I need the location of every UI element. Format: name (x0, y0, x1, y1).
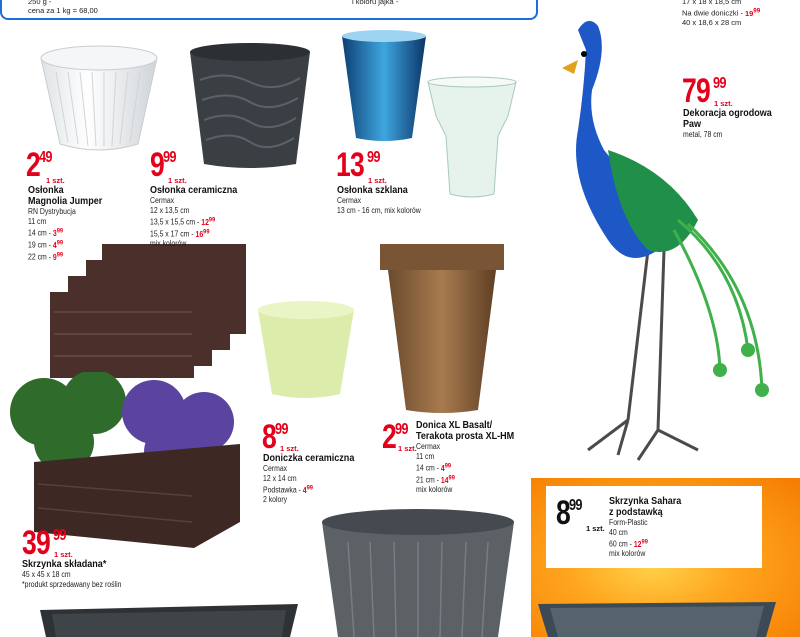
ceramic-unit: 1 szt. (168, 176, 187, 185)
green-pot-image (254, 298, 358, 402)
ceramic-price: 9 99 (150, 146, 176, 184)
white-pot-image (38, 44, 160, 156)
basalt-unit: 1 szt. (398, 444, 417, 453)
basalt-info: Donica XL Basalt/ Terakota prosta XL-HM Cermax 11 cm 14 cm - $4^{99}$ 21 cm - $14^{99}$ mix kolorów (416, 419, 515, 495)
glass-info: Osłonka szklana Cermax 13 cm - 16 cm, mix kolorów (337, 184, 421, 215)
dark-trough-image (38, 600, 300, 637)
sahara-box-image (534, 596, 780, 637)
peacock-price: 79 99 (682, 72, 726, 110)
magnolia-unit: 1 szt. (46, 176, 65, 185)
small-pot-info: Doniczka ceramiczna Cermax 12 x 14 cm Podstawka - $4^{99}$ 2 kolory (263, 452, 355, 505)
box-info: Skrzynka składana* 45 x 45 x 18 cm *produkt sprzedawany bez roślin (22, 558, 122, 589)
sahara-price: 8 99 (556, 494, 582, 532)
blue-glass-image (338, 28, 430, 144)
magnolia-price: 2 49 (26, 146, 52, 184)
small-pot-unit: 1 szt. (280, 444, 299, 453)
box-price: 39 99 (22, 524, 66, 562)
magnolia-info: Osłonka Magnolia Jumper RN Dystrybucja 11 cm 14 cm - $3^{99}$ 19 cm - $4^{99}$ 22 cm - $9^{99}$ (28, 184, 103, 262)
glass-price: 13 99 (336, 146, 380, 184)
peacock-unit: 1 szt. (714, 99, 733, 108)
terracotta-pot-image (378, 240, 506, 416)
top-right-info: 17 x 18 x 18,5 cm Na dwie doniczki - $19^{99}$ 40 x 18,6 x 28 cm (682, 0, 761, 27)
grey-big-pot-image (318, 508, 518, 637)
dark-ceramic-pot-image (186, 40, 314, 172)
clear-glass-image (424, 76, 520, 200)
peacock-info: Dekoracja ogrodowa Paw metal, 78 cm (683, 107, 772, 139)
ceramic-info: Osłonka ceramiczna Cermax 12 x 13,5 cm 13,5 x 15,5 cm - $12^{99}$ 15,5 x 17 cm - $16^{99}$ mix kolorów (150, 184, 238, 249)
top-left-info: 250 g - cena za 1 kg = 68,00 (28, 0, 98, 15)
glass-unit: 1 szt. (368, 176, 387, 185)
peacock-decoration-image (548, 10, 788, 470)
basalt-price: 2 99 (382, 418, 408, 456)
sahara-info: Skrzynka Sahara z podstawką Form-Plastic 40 cm 60 cm - $12^{99}$ mix kolorów (609, 495, 682, 559)
sahara-unit: 1 szt. (586, 524, 605, 533)
small-pot-price: 8 99 (262, 418, 288, 456)
box-unit: 1 szt. (54, 550, 73, 559)
top-mid-info: i koloru jajka - (352, 0, 399, 6)
